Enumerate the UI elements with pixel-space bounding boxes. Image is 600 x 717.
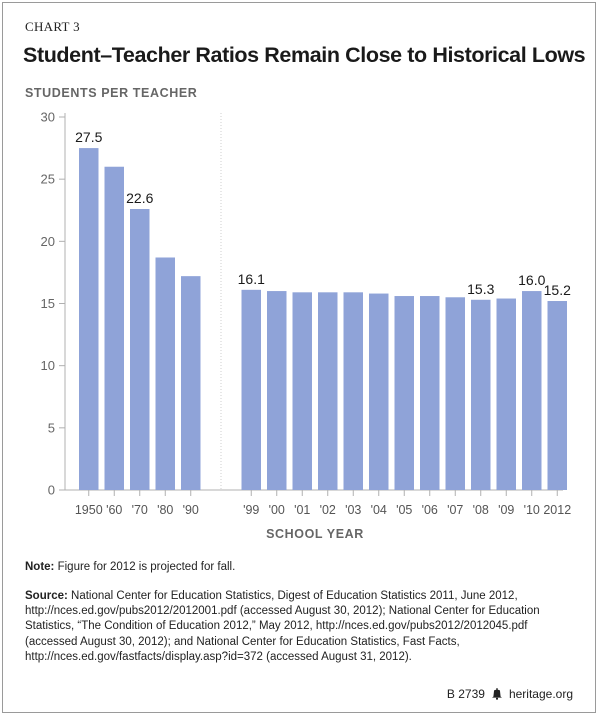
x-tick-label: '03 [345,503,362,517]
chart-source [25,589,581,665]
chart-number: CHART 3 [25,19,80,34]
y-tick-label: 15 [40,296,55,311]
liberty-bell-icon [491,688,503,700]
x-tick-label: '10 [523,503,540,517]
chart-title: Student–Teacher Ratios Remain Close to Historical Lows [23,43,586,67]
x-tick-label: 1950 [74,503,103,517]
note-label: Note: [25,561,55,573]
bar [344,292,364,490]
x-tick-label: '09 [498,503,515,517]
x-tick-label: '90 [182,503,199,517]
bar-chart [3,103,599,523]
data-label: 22.6 [126,190,154,207]
bar [446,297,466,490]
bar [267,291,287,490]
x-tick-label: 2012 [543,503,572,517]
y-axis-label: STUDENTS PER TEACHER [25,86,198,100]
bar [318,292,338,490]
x-tick-label: '99 [243,503,260,517]
data-label: 16.1 [237,270,265,287]
chart-frame [2,2,596,713]
bar [79,148,99,490]
x-tick-label: '05 [396,503,413,517]
bar [522,291,542,490]
x-tick-label: '02 [319,503,336,517]
y-tick-label: 20 [40,233,55,249]
bar [548,301,568,490]
bar [130,209,150,490]
bar [293,292,313,490]
y-tick-label: 5 [47,420,55,436]
x-tick-label: '80 [157,503,174,517]
bar [420,296,440,490]
bar [242,290,262,490]
x-tick-label: '60 [106,503,123,517]
footer [447,687,573,701]
source-text: National Center for Education Statistics, Digest of Education Statistics 2011, June 2012, http://nces.ed.gov/pubs2012/2012001.pdf (accessed August 30, 2012); National Center for Education Statistics, “The Condition of Education 2012,” May 2012, http://nces.ed.gov/pubs2012/2012045.pdf (accessed August 30, 2012); and National Center for Education Statistics, Fast Facts, http://nces.ed.gov/fastfacts/display.asp?id=372 (accessed August 31, 2012). [25,590,540,663]
bar [105,167,125,490]
data-label: 16.0 [518,272,546,289]
x-axis-label: SCHOOL YEAR [266,527,364,541]
bar [497,299,517,490]
bar [395,296,415,490]
bar [471,300,491,490]
x-tick-label: '00 [268,503,285,517]
chart-note [25,561,585,573]
site-name: heritage.org [508,687,573,701]
x-tick-label: '70 [131,503,148,517]
bar [369,294,389,490]
y-tick-label: 30 [40,109,55,125]
x-tick-label: '06 [421,503,438,517]
note-text: Figure for 2012 is projected for fall. [57,561,236,573]
x-tick-label: '08 [472,503,489,517]
bar [156,257,176,490]
data-label: 15.3 [467,280,495,297]
x-tick-label: '07 [447,503,464,517]
bar [181,276,201,490]
data-label: 15.2 [543,282,571,299]
x-tick-label: '04 [370,503,387,517]
x-tick-label: '01 [294,503,311,517]
y-tick-label: 25 [40,171,55,187]
x-axis-label-wrap [3,527,600,541]
y-tick-label: 0 [47,482,55,498]
data-label: 27.5 [75,129,103,146]
y-tick-label: 10 [40,358,55,374]
report-id: B 2739 [446,687,485,701]
source-label: Source: [25,590,68,602]
